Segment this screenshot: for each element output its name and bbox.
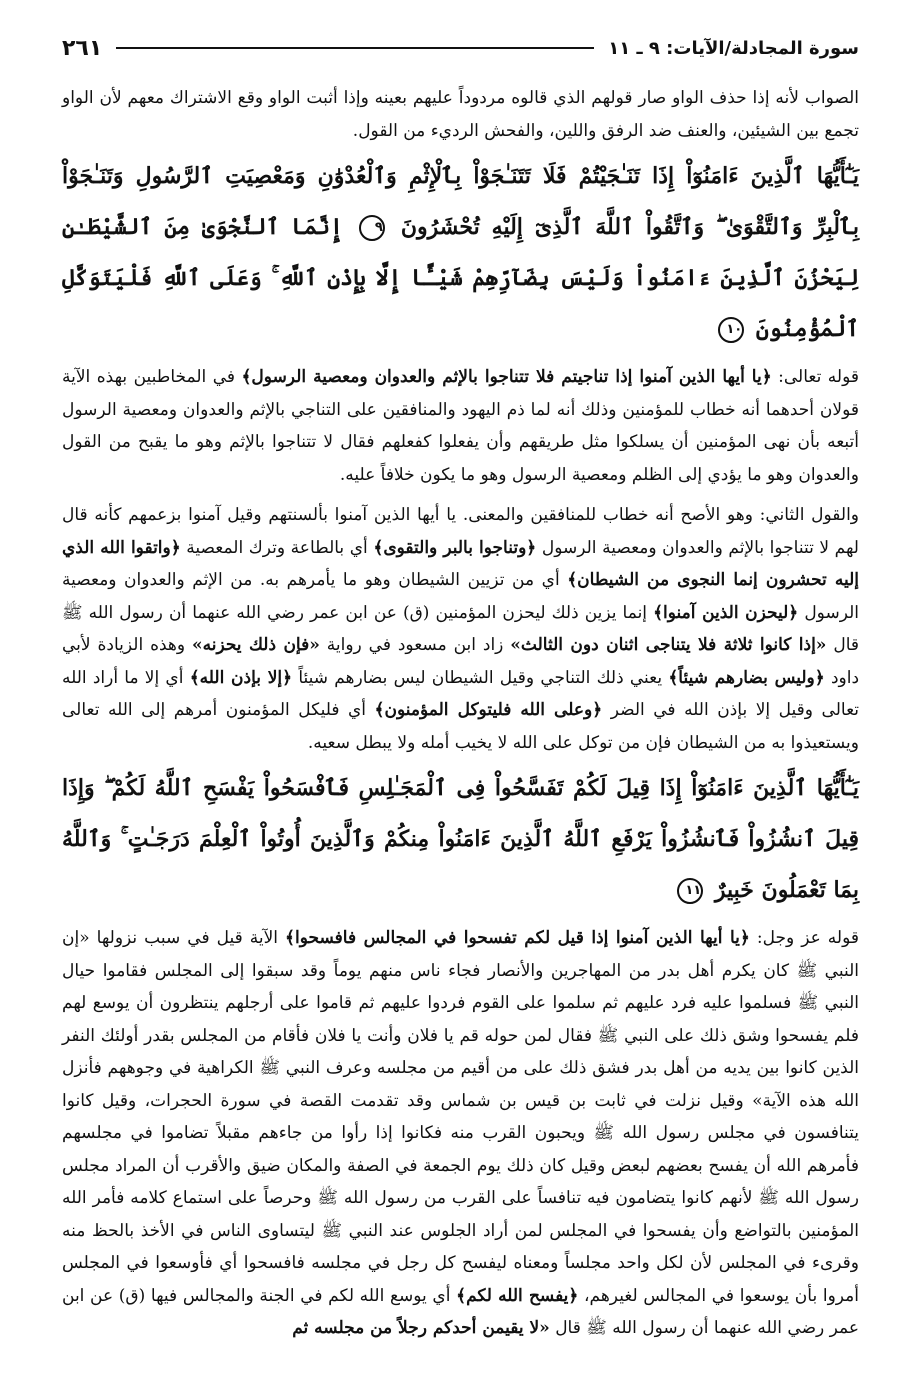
text-run: أي بالطاعة وترك المعصية (180, 537, 374, 558)
quote-run: ﴿وتناجوا بالبر والتقوى﴾ (373, 537, 537, 558)
text-run: يعني ذلك التناجي وقيل الشيطان ليس بضارهم شيئاً (292, 667, 669, 688)
quote-run: ﴿إلا بإذن الله﴾ (189, 667, 293, 688)
text-run: زاد ابن مسعود في رواية (319, 635, 511, 655)
verse-10-text: إِنَّمَا ٱلنَّجْوَىٰ مِنَ ٱلشَّيْطَـٰنِ لِيَحْزُنَ ٱلَّذِينَ ءَامَنُواْ وَلَيْسَ بِضَآرِّهِمْ شَيْـًٔا إِلَّا بِإِذْنِ ٱللَّهِ ۚ وَعَلَى ٱللَّهِ فَلْيَتَوَكَّلِ ٱلْمُؤْمِنُونَ (62, 214, 859, 342)
quote-run: ﴿يا أيها الذين آمنوا إذا قيل لكم تفسحوا في المجالس فافسحوا﴾ (285, 928, 750, 948)
paragraph-tafsir-2 (62, 499, 859, 759)
quote-run: ﴿وليس بضارهم شيئاً﴾ (668, 667, 825, 688)
page-body (62, 82, 859, 1345)
verse-number-9-icon: ٩ (359, 215, 385, 241)
verse-number-11-icon: ١١ (677, 878, 703, 904)
quote-run: ﴿واتقوا الله الذي إليه تحشرون إنما النجوى من الشيطان﴾ (62, 537, 859, 590)
text-run: في المخاطبين بهذه الآية قولان أحدهما أنه خطاب للمؤمنين وذلك أنه لما ذم اليهود والمنافقين على التناجي بالإثم والعدوان ومعصية الرسول أتبعه بأن نهى المؤمنين أن يسلكوا مثل طريقهم وأن يفعلوا كفعلهم فقال لا تتناجوا بالإثم وهو ما يقبح من القول والعدوان وهو ما يؤدي إلى الظلم ومعصية الرسول وهو ما يكون خلافاً عليه. (62, 367, 859, 485)
text-run: أي فليكل المؤمنون أمرهم إلى الله تعالى ويستعيذوا به من الشيطان فإن من توكل على الله لا يخيب أمله ولا يبطل سعيه. (62, 700, 859, 753)
verse-9-text: يَـٰٓأَيُّهَا ٱلَّذِينَ ءَامَنُوٓاْ إِذَا تَنَـٰجَيْتُمْ فَلَا تَتَنَـٰجَوْاْ بِٱلْإِثْمِ وَٱلْعُدْوَٰنِ وَمَعْصِيَتِ ٱلرَّسُولِ وَتَنَـٰجَوْاْ بِٱلْبِرِّ وَٱلتَّقْوَىٰ ۖ وَٱتَّقُواْ ٱللَّهَ ٱلَّذِىٓ إِلَيْهِ تُحْشَرُونَ (62, 163, 859, 240)
quote-run: «لا يقيمن أحدكم رجلاً من مجلسه ثم (292, 1318, 550, 1338)
paragraph-intro: الصواب لأنه إذا حذف الواو صار قولهم الذي قالوه مردوداً عليهم بعينه وإذا أثبت الواو وقع الاشتراك معهم لأن الواو تجمع بين الشيئين، والعنف ضد الرفق واللين، والفحش الرديء من القول. (62, 88, 859, 141)
quran-verse-9-10 (62, 151, 859, 355)
text-run: الآية قيل في سبب نزولها «إن النبي ﷺ كان يكرم أهل بدر من المهاجرين والأنصار فجاء ناس منهم يوماً وقد سبقوا إلى المجلس فقاموا حيال النبي ﷺ فسلموا عليه فرد عليهم ثم سلموا على القوم فردوا عليهم ثم قاموا على أرجلهم ينتظرون أن يوسع لهم فلم يفسحوا وشق ذلك على النبي ﷺ فقال لمن حوله قم يا فلان وأنت يا فلان فأقام من المجلس بقدر أولئك النفر الذين كانوا بين يديه من أهل بدر فشق ذلك على من أقيم من مجلسه وعرف النبي ﷺ الكراهية في وجوههم فأنزل الله هذه الآية» وقيل نزلت في ثابت بن قيس بن شماس وقد تقدمت القصة في سورة الحجرات، وقيل كانوا يتنافسون في مجلس رسول الله ﷺ ويحبون القرب منه فكانوا إذا رأوا من جاءهم مقبلاً تضاموا في مجلسهم فأمرهم الله أن يفسح بعضهم لبعض وقيل كان ذلك يوم الجمعة في الصفة والمكان ضيق والأقرب أن المراد مجلس رسول الله ﷺ لأنهم كانوا يتضامون فيه تنافساً على القرب من رسول الله ﷺ وحرصاً على استماع كلامه فأمر الله المؤمنين بالتواضع وأن يفسحوا في المجلس لمن أراد الجلوس عند النبي ﷺ ليتساوى الناس في الأخذ بالحظ منه وقرىء في المجلس لأن لكل واحد مجلساً ومعناه ليفسح كل رجل في مجلسه فافسحوا أي فأوسعوا في المجلس أمروا بأن يوسعوا في المجالس لغيرهم، (62, 928, 859, 1306)
text-run: أي يوسع الله لكم في الجنة والمجالس فيها (ق) عن ابن عمر رضي الله عنهما أن رسول الله ﷺ قال (62, 1285, 859, 1338)
page-header (62, 28, 859, 68)
page-number: ٢٦١ (62, 35, 103, 61)
quote-run: ﴿يفسح الله لكم﴾ (456, 1285, 579, 1306)
verse-11-text: يَـٰٓأَيُّهَا ٱلَّذِينَ ءَامَنُوٓاْ إِذَا قِيلَ لَكُمْ تَفَسَّحُواْ فِى ٱلْمَجَـٰلِسِ فَٱفْسَحُواْ يَفْسَحِ ٱللَّهُ لَكُمْ ۖ وَإِذَا قِيلَ ٱنشُزُواْ فَٱنشُزُواْ يَرْفَعِ ٱللَّهُ ٱلَّذِينَ ءَامَنُواْ مِنكُمْ وَٱلَّذِينَ أُوتُواْ ٱلْعِلْمَ دَرَجَـٰتٍ ۚ وَٱللَّهُ بِمَا تَعْمَلُونَ خَبِيرٌ (62, 775, 860, 903)
spacer (62, 491, 859, 499)
quote-run: ﴿ليحزن الذين آمنوا﴾ (653, 602, 799, 623)
quote-run: ﴿يا أيها الذين آمنوا إذا تناجيتم فلا تتناجوا بالإثم والعدوان ومعصية الرسول﴾ (241, 367, 772, 387)
text-run: وهذه الزيادة لأبي داود (62, 635, 860, 688)
verse-number-10-icon: ١٠ (718, 317, 744, 343)
text-run: أي إلا ما أراد الله تعالى وقيل إلا بإذن الله في الضر (62, 667, 859, 720)
quran-verse-11 (62, 763, 859, 916)
quote-run: ﴿وعلى الله فليتوكل المؤمنون﴾ (374, 700, 603, 720)
text-run: قوله تعالى: (771, 367, 859, 387)
text-run: والقول الثاني: وهو الأصح أنه خطاب للمنافقين والمعنى. يا أيها الذين آمنوا بألسنتهم وقيل آمنوا بزعمهم كأنه قال لهم لا تتناجوا بالإثم والعدوان ومعصية الرسول (62, 505, 859, 558)
text-run: قوله عز وجل: (749, 928, 859, 948)
header-rule (116, 47, 594, 49)
quote-run: «فإن ذلك يحزنه» (191, 635, 320, 655)
quote-run: «إذا كانوا ثلاثة فلا يتناجى اثنان دون الثالث» (510, 635, 827, 655)
paragraph-tafsir-1 (62, 361, 859, 491)
text-run: إنما يزين ذلك ليحزن المؤمنين (ق) عن ابن عمر رضي الله عنهما أن رسول الله ﷺ قال (62, 602, 859, 655)
surah-title: سورة المجادلة/الآيات: ٩ ـ ١١ (608, 37, 859, 59)
paragraph-tafsir-3 (62, 922, 859, 1345)
text-run: أي من تزيين الشيطان وهو ما يأمرهم به. من الإثم والعدوان ومعصية الرسول (62, 570, 859, 623)
